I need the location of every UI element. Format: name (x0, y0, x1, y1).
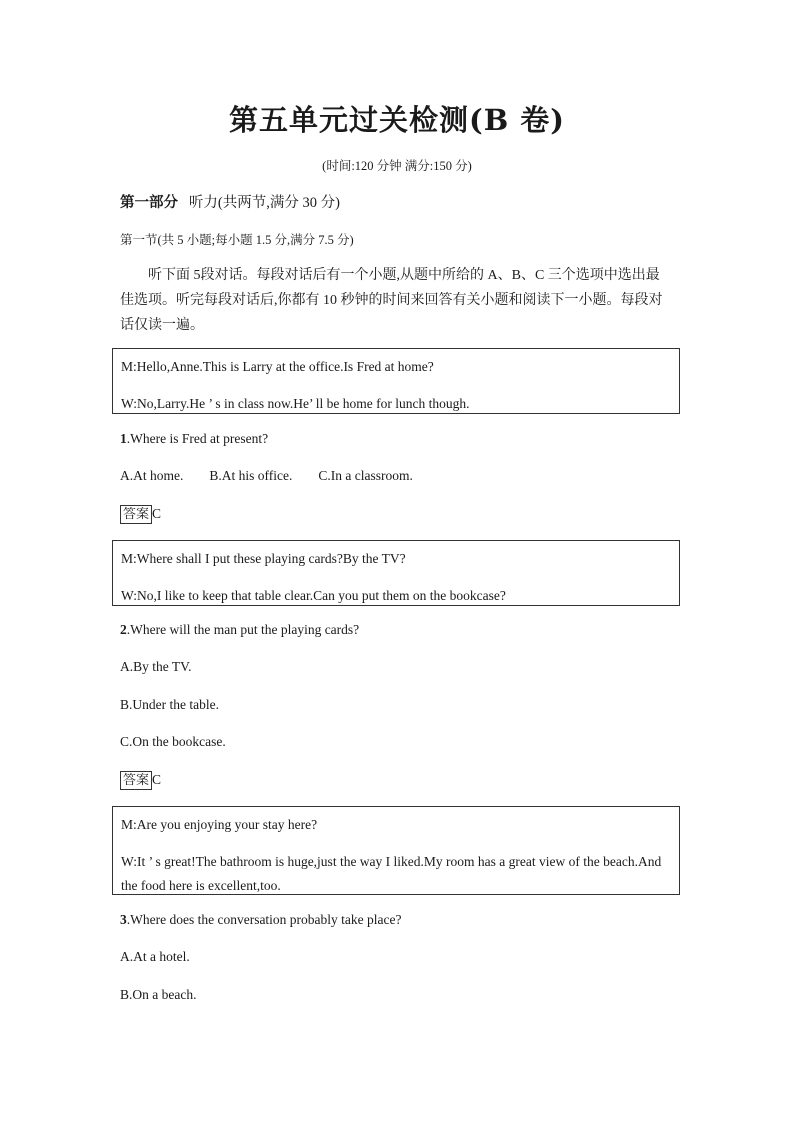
dialog-box (112, 540, 680, 606)
question (120, 912, 402, 928)
dialog-line: W:No,I like to keep that table clear.Can you put them on the bookcase? (121, 588, 506, 603)
option-a: A.At home. (120, 468, 184, 483)
answer-label: 答案 (120, 771, 152, 790)
instructions: 听下面 5段对话。每段对话后有一个小题,从题中所给的 A、B、C 三个选项中选出最佳选项。听完每段对话后,你都有 10 秒钟的时间来回答有关小题和阅读下一小题。每段对话仅读一遍。 (120, 268, 663, 333)
option-b: B.Under the table. (120, 697, 219, 712)
section-heading: 第一节(共 5 小题;每小题 1.5 分,满分 7.5 分) (120, 233, 354, 247)
option-a: A.By the TV. (120, 659, 192, 674)
question-text: .Where does the conversation probably take place? (126, 912, 402, 927)
question (120, 431, 268, 447)
page-title: 第五单元过关检测(B 卷) (228, 103, 566, 137)
exam-info: (时间:120 分钟 满分:150 分) (322, 159, 472, 173)
question-number: 3 (120, 912, 127, 927)
dialog-box (112, 806, 680, 895)
question-text: .Where will the man put the playing cards? (126, 622, 360, 637)
dialog-line: W:No,Larry.He ’ s in class now.He’ ll be home for lunch though. (121, 396, 470, 411)
answer-value: C (152, 772, 162, 787)
question-text: .Where is Fred at present? (126, 431, 269, 446)
dialog-line: M:Where shall I put these playing cards?By the TV? (121, 551, 406, 566)
dialog-line: W:It ’ s great!The bathroom is huge,just the way I liked.My room has a great view of the beach.And the food here is excellent,too. (121, 854, 662, 893)
question-number: 1 (120, 431, 127, 446)
answer-label: 答案 (120, 505, 152, 524)
part-heading (120, 191, 340, 212)
option-b: B.On a beach. (120, 987, 197, 1002)
option-c: C.On the bookcase. (120, 734, 226, 749)
answer-value: C (152, 506, 162, 521)
question (120, 622, 359, 638)
part-label: 第一部分 (120, 195, 178, 211)
part-description: 听力(共两节,满分 30 分) (188, 195, 340, 211)
option-b: B.At his office. (209, 468, 293, 483)
question-number: 2 (120, 622, 127, 637)
options-row (120, 468, 413, 484)
dialog-box (112, 348, 680, 414)
dialog-line: M:Hello,Anne.This is Larry at the office.Is Fred at home? (121, 359, 434, 374)
dialog-line: M:Are you enjoying your stay here? (121, 817, 318, 832)
answer-row (120, 505, 161, 524)
option-a: A.At a hotel. (120, 949, 190, 964)
answer-row (120, 771, 161, 790)
option-c: C.In a classroom. (318, 468, 413, 483)
